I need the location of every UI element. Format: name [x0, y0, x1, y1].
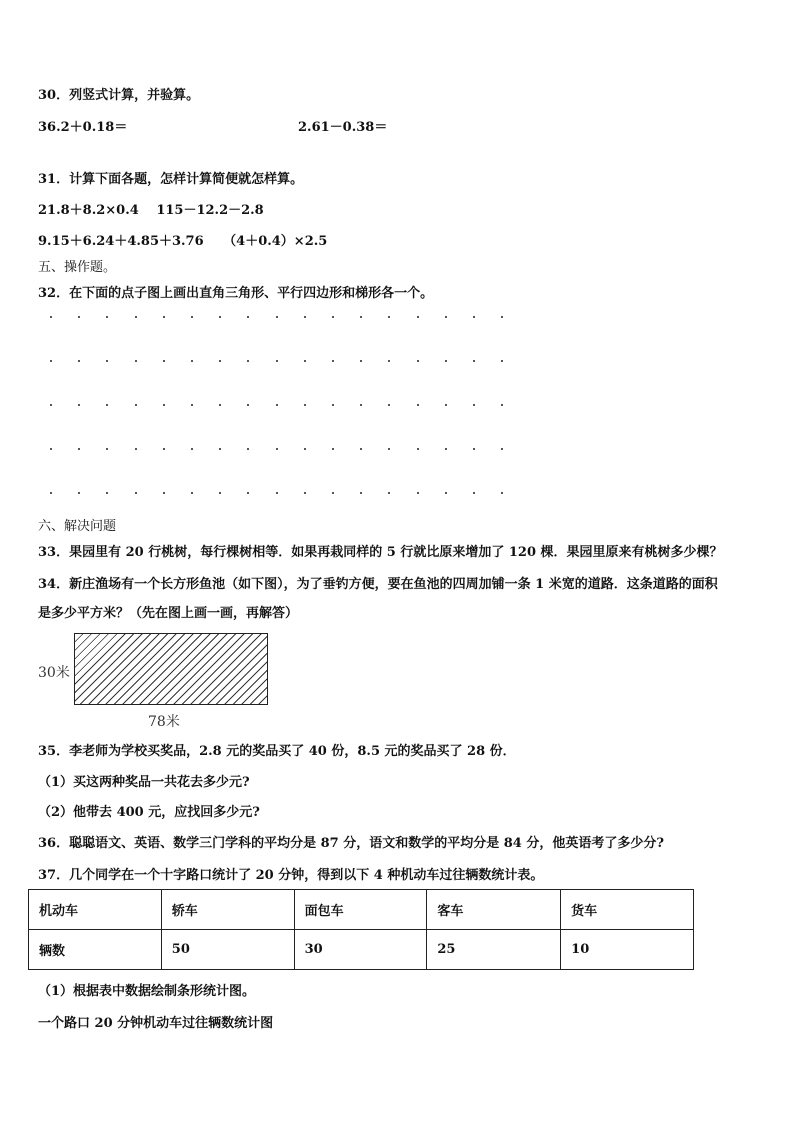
grid-dot [191, 316, 193, 318]
table-cell: 25 [427, 930, 561, 970]
q37-title: 37．几个同学在一个十字路口统计了 20 分钟，得到以下 4 种机动车过往辆数统计表。 [38, 868, 544, 883]
grid-dot [50, 316, 52, 318]
q30-expr2: 2.61－0.38＝ [298, 120, 388, 135]
q35-sub2: （2）他带去 400 元，应找回多少元? [38, 805, 260, 820]
q35-title: 35．李老师为学校买奖品，2.8 元的奖品买了 40 份，8.5 元的奖品买了 28 份． [38, 744, 516, 759]
grid-dot [304, 404, 306, 406]
grid-dot [388, 404, 390, 406]
grid-dot [191, 448, 193, 450]
grid-dot [445, 316, 447, 318]
grid-dot [304, 316, 306, 318]
grid-dot [360, 404, 362, 406]
grid-dot [219, 316, 221, 318]
grid-dot [332, 448, 334, 450]
q35-sub1: （1）买这两种奖品一共花去多少元? [38, 775, 250, 790]
grid-dot [135, 316, 137, 318]
grid-dot [445, 448, 447, 450]
grid-dot [50, 492, 52, 494]
q34-line2: 是多少平方米？（先在图上画一画，再解答） [38, 606, 299, 621]
grid-dot [135, 404, 137, 406]
q37-chart-title: 一个路口 20 分钟机动车过往辆数统计图 [38, 1016, 274, 1031]
grid-dot [388, 316, 390, 318]
grid-dot [388, 492, 390, 494]
grid-dot [50, 404, 52, 406]
grid-dot [417, 316, 419, 318]
grid-dot [276, 316, 278, 318]
grid-dot [417, 360, 419, 362]
grid-dot [247, 492, 249, 494]
grid-dot [219, 360, 221, 362]
grid-dot [219, 448, 221, 450]
q34-line1: 34．新庄渔场有一个长方形鱼池（如下图），为了垂钓方便，要在鱼池的四周加铺一条 1 米宽的道路．这条道路的面积 [38, 577, 718, 592]
grid-dot [78, 404, 80, 406]
grid-dot [276, 360, 278, 362]
grid-dot [304, 360, 306, 362]
table-cell: 机动车 [29, 890, 162, 930]
grid-dot [417, 448, 419, 450]
table-cell: 30 [294, 930, 427, 970]
grid-dot [501, 360, 503, 362]
grid-dot [191, 404, 193, 406]
grid-dot [501, 404, 503, 406]
pond-width-label: 78米 [148, 714, 180, 730]
q36-text: 36．聪聪语文、英语、数学三门学科的平均分是 87 分，语文和数学的平均分是 84 分，他英语考了多少分? [38, 836, 664, 851]
grid-dot [78, 316, 80, 318]
grid-dot [332, 316, 334, 318]
grid-dot [473, 448, 475, 450]
grid-dot [106, 448, 108, 450]
grid-dot [445, 360, 447, 362]
grid-dot [163, 404, 165, 406]
section-6-heading: 六、解决问题 [38, 519, 117, 534]
table-cell: 50 [161, 930, 294, 970]
dot-grid [44, 308, 514, 508]
grid-dot [304, 492, 306, 494]
q31-row1: 21.8＋8.2×0.4 115－12.2－2.8 [38, 203, 264, 218]
table-row [29, 930, 694, 970]
grid-dot [417, 492, 419, 494]
grid-dot [163, 448, 165, 450]
fish-pond-rectangle [74, 633, 268, 705]
grid-dot [247, 448, 249, 450]
grid-dot [247, 404, 249, 406]
table-row [29, 890, 694, 930]
grid-dot [50, 360, 52, 362]
q31-title: 31．计算下面各题，怎样计算简便就怎样算。 [38, 172, 304, 187]
pond-height-label: 30米 [38, 665, 70, 681]
grid-dot [445, 492, 447, 494]
vehicle-count-table [28, 889, 694, 970]
table-cell: 10 [561, 930, 694, 970]
grid-dot [473, 316, 475, 318]
grid-dot [106, 316, 108, 318]
grid-dot [304, 448, 306, 450]
grid-dot [135, 448, 137, 450]
table-cell: 货车 [561, 890, 694, 930]
grid-dot [163, 316, 165, 318]
grid-dot [501, 448, 503, 450]
grid-dot [106, 492, 108, 494]
grid-dot [388, 360, 390, 362]
table-cell: 轿车 [161, 890, 294, 930]
grid-dot [360, 492, 362, 494]
grid-dot [163, 360, 165, 362]
table-cell: 辆数 [29, 930, 162, 970]
q32-title: 32．在下面的点子图上画出直角三角形、平行四边形和梯形各一个。 [38, 286, 434, 301]
grid-dot [360, 316, 362, 318]
grid-dot [360, 360, 362, 362]
grid-dot [219, 492, 221, 494]
grid-dot [276, 492, 278, 494]
grid-dot [50, 448, 52, 450]
table-cell: 面包车 [294, 890, 427, 930]
table-cell: 客车 [427, 890, 561, 930]
q33-text: 33．果园里有 20 行桃树，每行棵树相等．如果再栽同样的 5 行就比原来增加了 120 棵．果园里原来有桃树多少棵？ [38, 545, 723, 560]
q30-expr1: 36.2＋0.18＝ [38, 120, 128, 135]
grid-dot [106, 360, 108, 362]
grid-dot [332, 492, 334, 494]
grid-dot [473, 492, 475, 494]
grid-dot [135, 492, 137, 494]
grid-dot [360, 448, 362, 450]
grid-dot [78, 360, 80, 362]
q30-title: 30．列竖式计算，并验算。 [38, 88, 200, 103]
grid-dot [247, 360, 249, 362]
grid-dot [417, 404, 419, 406]
q31-row2: 9.15＋6.24＋4.85＋3.76 （4＋0.4）×2.5 [38, 234, 328, 249]
grid-dot [191, 492, 193, 494]
grid-dot [276, 404, 278, 406]
grid-dot [473, 360, 475, 362]
grid-dot [219, 404, 221, 406]
grid-dot [191, 360, 193, 362]
grid-dot [78, 492, 80, 494]
q37-sub1: （1）根据表中数据绘制条形统计图。 [38, 984, 256, 999]
grid-dot [473, 404, 475, 406]
grid-dot [276, 448, 278, 450]
grid-dot [332, 360, 334, 362]
section-5-heading: 五、操作题。 [38, 260, 117, 275]
grid-dot [106, 404, 108, 406]
grid-dot [78, 448, 80, 450]
grid-dot [501, 316, 503, 318]
grid-dot [163, 492, 165, 494]
grid-dot [247, 316, 249, 318]
grid-dot [445, 404, 447, 406]
grid-dot [135, 360, 137, 362]
grid-dot [388, 448, 390, 450]
grid-dot [501, 492, 503, 494]
grid-dot [332, 404, 334, 406]
